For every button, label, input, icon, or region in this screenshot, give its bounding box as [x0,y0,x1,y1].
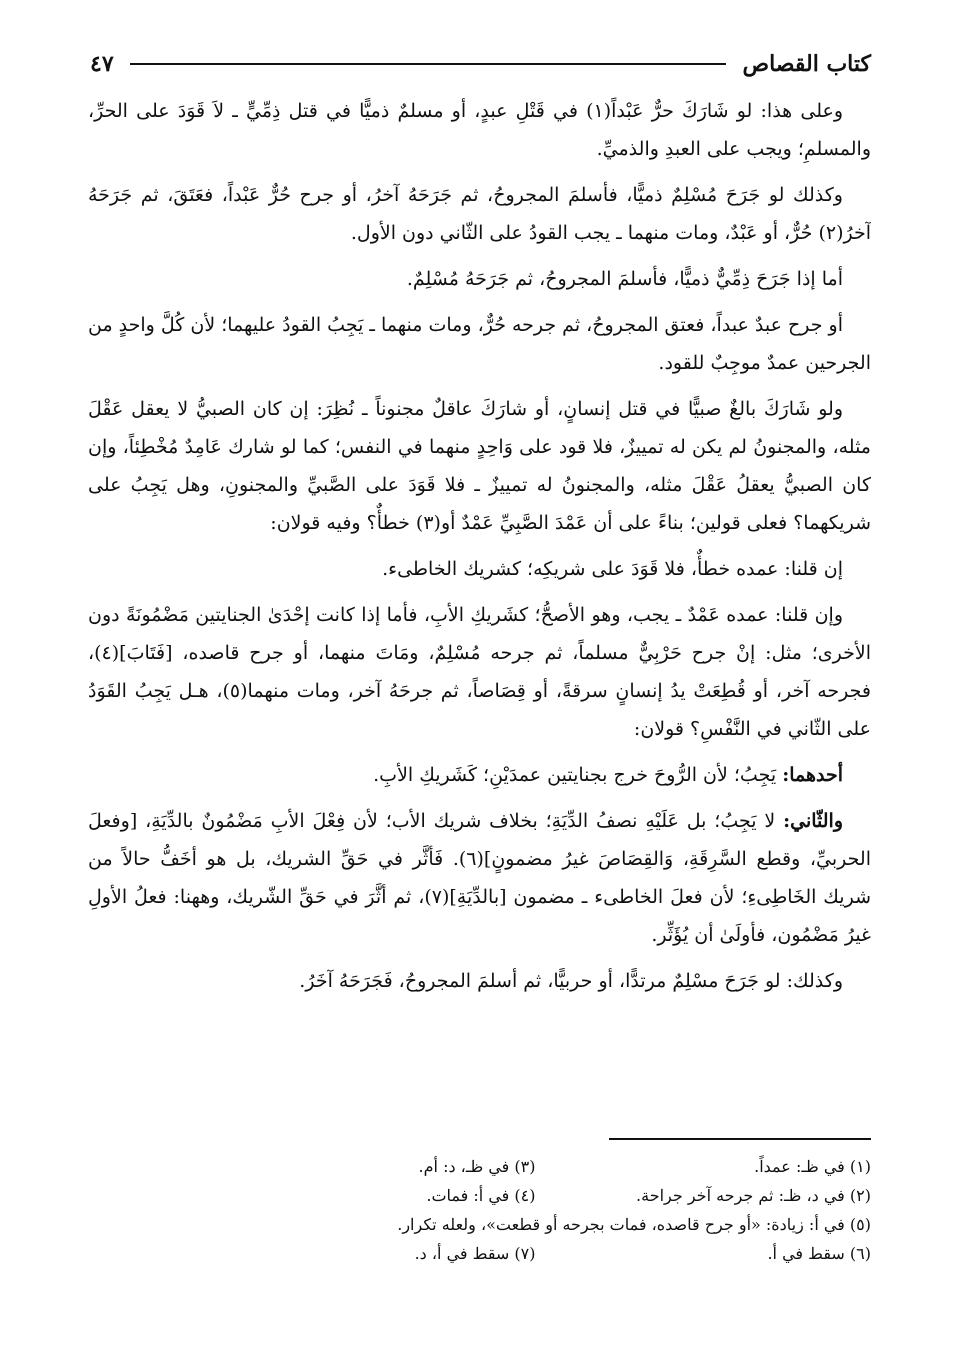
footnote-6: (٦) سقط في أ. [767,1244,871,1263]
footnote-row [200,1239,871,1268]
page-number: ٤٧ [90,51,114,77]
footnote-3: (٣) في ظـ، د: أم. [418,1157,536,1176]
header-rule [130,63,727,65]
footnote-2: (٢) في د، ظـ: ثم جرحه آخر جراحة. [636,1186,871,1205]
paragraph-7: وإن قلنا: عمده عَمْدٌ ـ يجب، وهو الأصحُّ؛ كشَريكِ الأبِ، فأما إذا كانت إحْدَىٰ الجنايتين مَضْمُونَةً دون الأخرى؛ مثل: إنْ جرح حَرْبِيٌّ مسلماً، ثم جرحه مُسْلِمٌ، ومَاتَ منهما، أو جرح قاصده، [فَتَابَ](٤)، فجرحه آخر، أو قُطِعَتْ يدُ إنسانٍ سرقةً، أو قِصَاصاً، ثم جرحَهُ آخر، ومات منهما(٥)، هـل يَجِبُ القَوَدُ على الثّاني في النَّفْسِ؟ قولان: [88,604,871,740]
paragraph-1: وعلى هذا: لو شَارَكَ حرٌّ عَبْداً(١) في قَتْلِ عبدٍ، أو مسلمٌ ذميًّا في قتل ذِمِّيٍّ ـ لاَ قَوَدَ على الحرِّ، والمسلمِ؛ ويجب على العبدِ والذميِّ. [88,100,871,160]
first-opinion-lead: أحدهما: [782,764,843,786]
second-opinion-text: لا يَجِبُ؛ بل عَلَيْهِ نصفُ الدِّيَةِ؛ بخلاف شريك الأب؛ لأن فِعْلَ الأبِ مَضْمُونٌ بالدِّيَةِ، [وفعلَ الحربيِّ، وقطع السَّرِقَةِ، وَالقِصَاصَ غيرُ مضمونٍ](٦). فَأثَّر في حَقِّ الشريك، بل هو أخَفُّ حالاً من شريك الخَاطِىءِ؛ لأن فعلَ الخاطىء ـ مضمون [بالدِّيَةِ](٧)، ثم أثَّرَ في حَقِّ الشّريك، وههنا: فعلُ الأولِ غيرُ مَضْمُون، فأولَىٰ أن يُؤَثِّر. [88,810,871,946]
second-opinion-paragraph [88,802,871,954]
footnote-7: (٧) سقط في أ، د. [414,1244,536,1263]
footnote-separator [609,1138,871,1140]
last-paragraph: وكذلك: لو جَرَحَ مسْلِمٌ مرتدًّا، أو حربيًّا، ثم أسلمَ المجروحُ، فَجَرَحَهُ آخَرُ. [299,970,843,992]
footnote-row [200,1181,871,1210]
paragraph-5: ولو شَارَكَ بالغٌ صبيًّا في قتل إنسانٍ، أو شارَكَ عاقلٌ مجنوناً ـ نُظِرَ: إن كان الصبيُّ لا يعقل عَقْلَ مثله، والمجنونُ لم يكن له تمييزٌ، فلا قود على وَاحِدٍ منهما في النفس؛ كما لو شارك عَامِدٌ مُخْطِئاً، وإن كان الصبيُّ يعقلُ عَقْلَ مثله، والمجنونُ له تمييزٌ ـ فلا قَوَدَ على الصَّبيِّ والمجنونِ، وهل يَجِبُ على شريكهما؟ فعلى قولين؛ بناءً على أن عَمْدَ الصَّبِيِّ عَمْدٌ أو(٣) خطأٌ؟ وفيه قولان: [88,398,871,534]
footnote-row [200,1210,871,1239]
main-text [88,92,871,1102]
footnote-5: (٥) في أ: زيادة: «أو جرح قاصده، فمات بجرحه أو قطعت»، ولعله تكرار. [397,1215,871,1234]
footnote-4: (٤) في أ: فمات. [426,1186,536,1205]
first-opinion-paragraph [88,756,871,794]
footnote-1: (١) في ظـ: عمداً. [754,1157,871,1176]
paragraph-3: أما إذا جَرَحَ ذِمِّيٌّ ذميًّا، فأسلمَ المجروحُ، ثم جَرَحَهُ مُسْلِمٌ. [406,268,843,290]
paragraph-6: إن قلنا: عمده خطأٌ، فلا قَوَدَ على شريكِه؛ كشريك الخاطىء. [382,558,843,580]
second-opinion-lead: والثّاني: [783,810,843,832]
paragraph-4: أو جرح عبدٌ عبداً، فعتق المجروحُ، ثم جرحه حُرٌّ، ومات منهما ـ يَجِبُ القودُ عليهما؛ لأن كُلَّ واحدٍ من الجرحين عمدٌ موجِبٌ للقود. [88,314,871,374]
header-title: كتاب القصاص [742,51,871,77]
footnotes [200,1152,871,1268]
paragraph-2: وكذلك لو جَرَحَ مُسْلِمٌ ذميًّا، فأسلمَ المجروحُ، ثم جَرَحَهُ آخرُ، أو جرح حُرٌّ عَبْداً، فعَتَقَ، ثم جَرَحَهُ آخرُ(٢) حُرٌّ، أو عَبْدٌ، ومات منهما ـ يجب القودُ على الثّاني دون الأول. [88,184,871,244]
first-opinion-text: يَجِبُ؛ لأن الرُّوحَ خرج بجنايتين عمدَيْنِ؛ كَشَريكِ الأبِ. [373,764,783,786]
running-header [90,44,871,84]
footnote-row [200,1152,871,1181]
